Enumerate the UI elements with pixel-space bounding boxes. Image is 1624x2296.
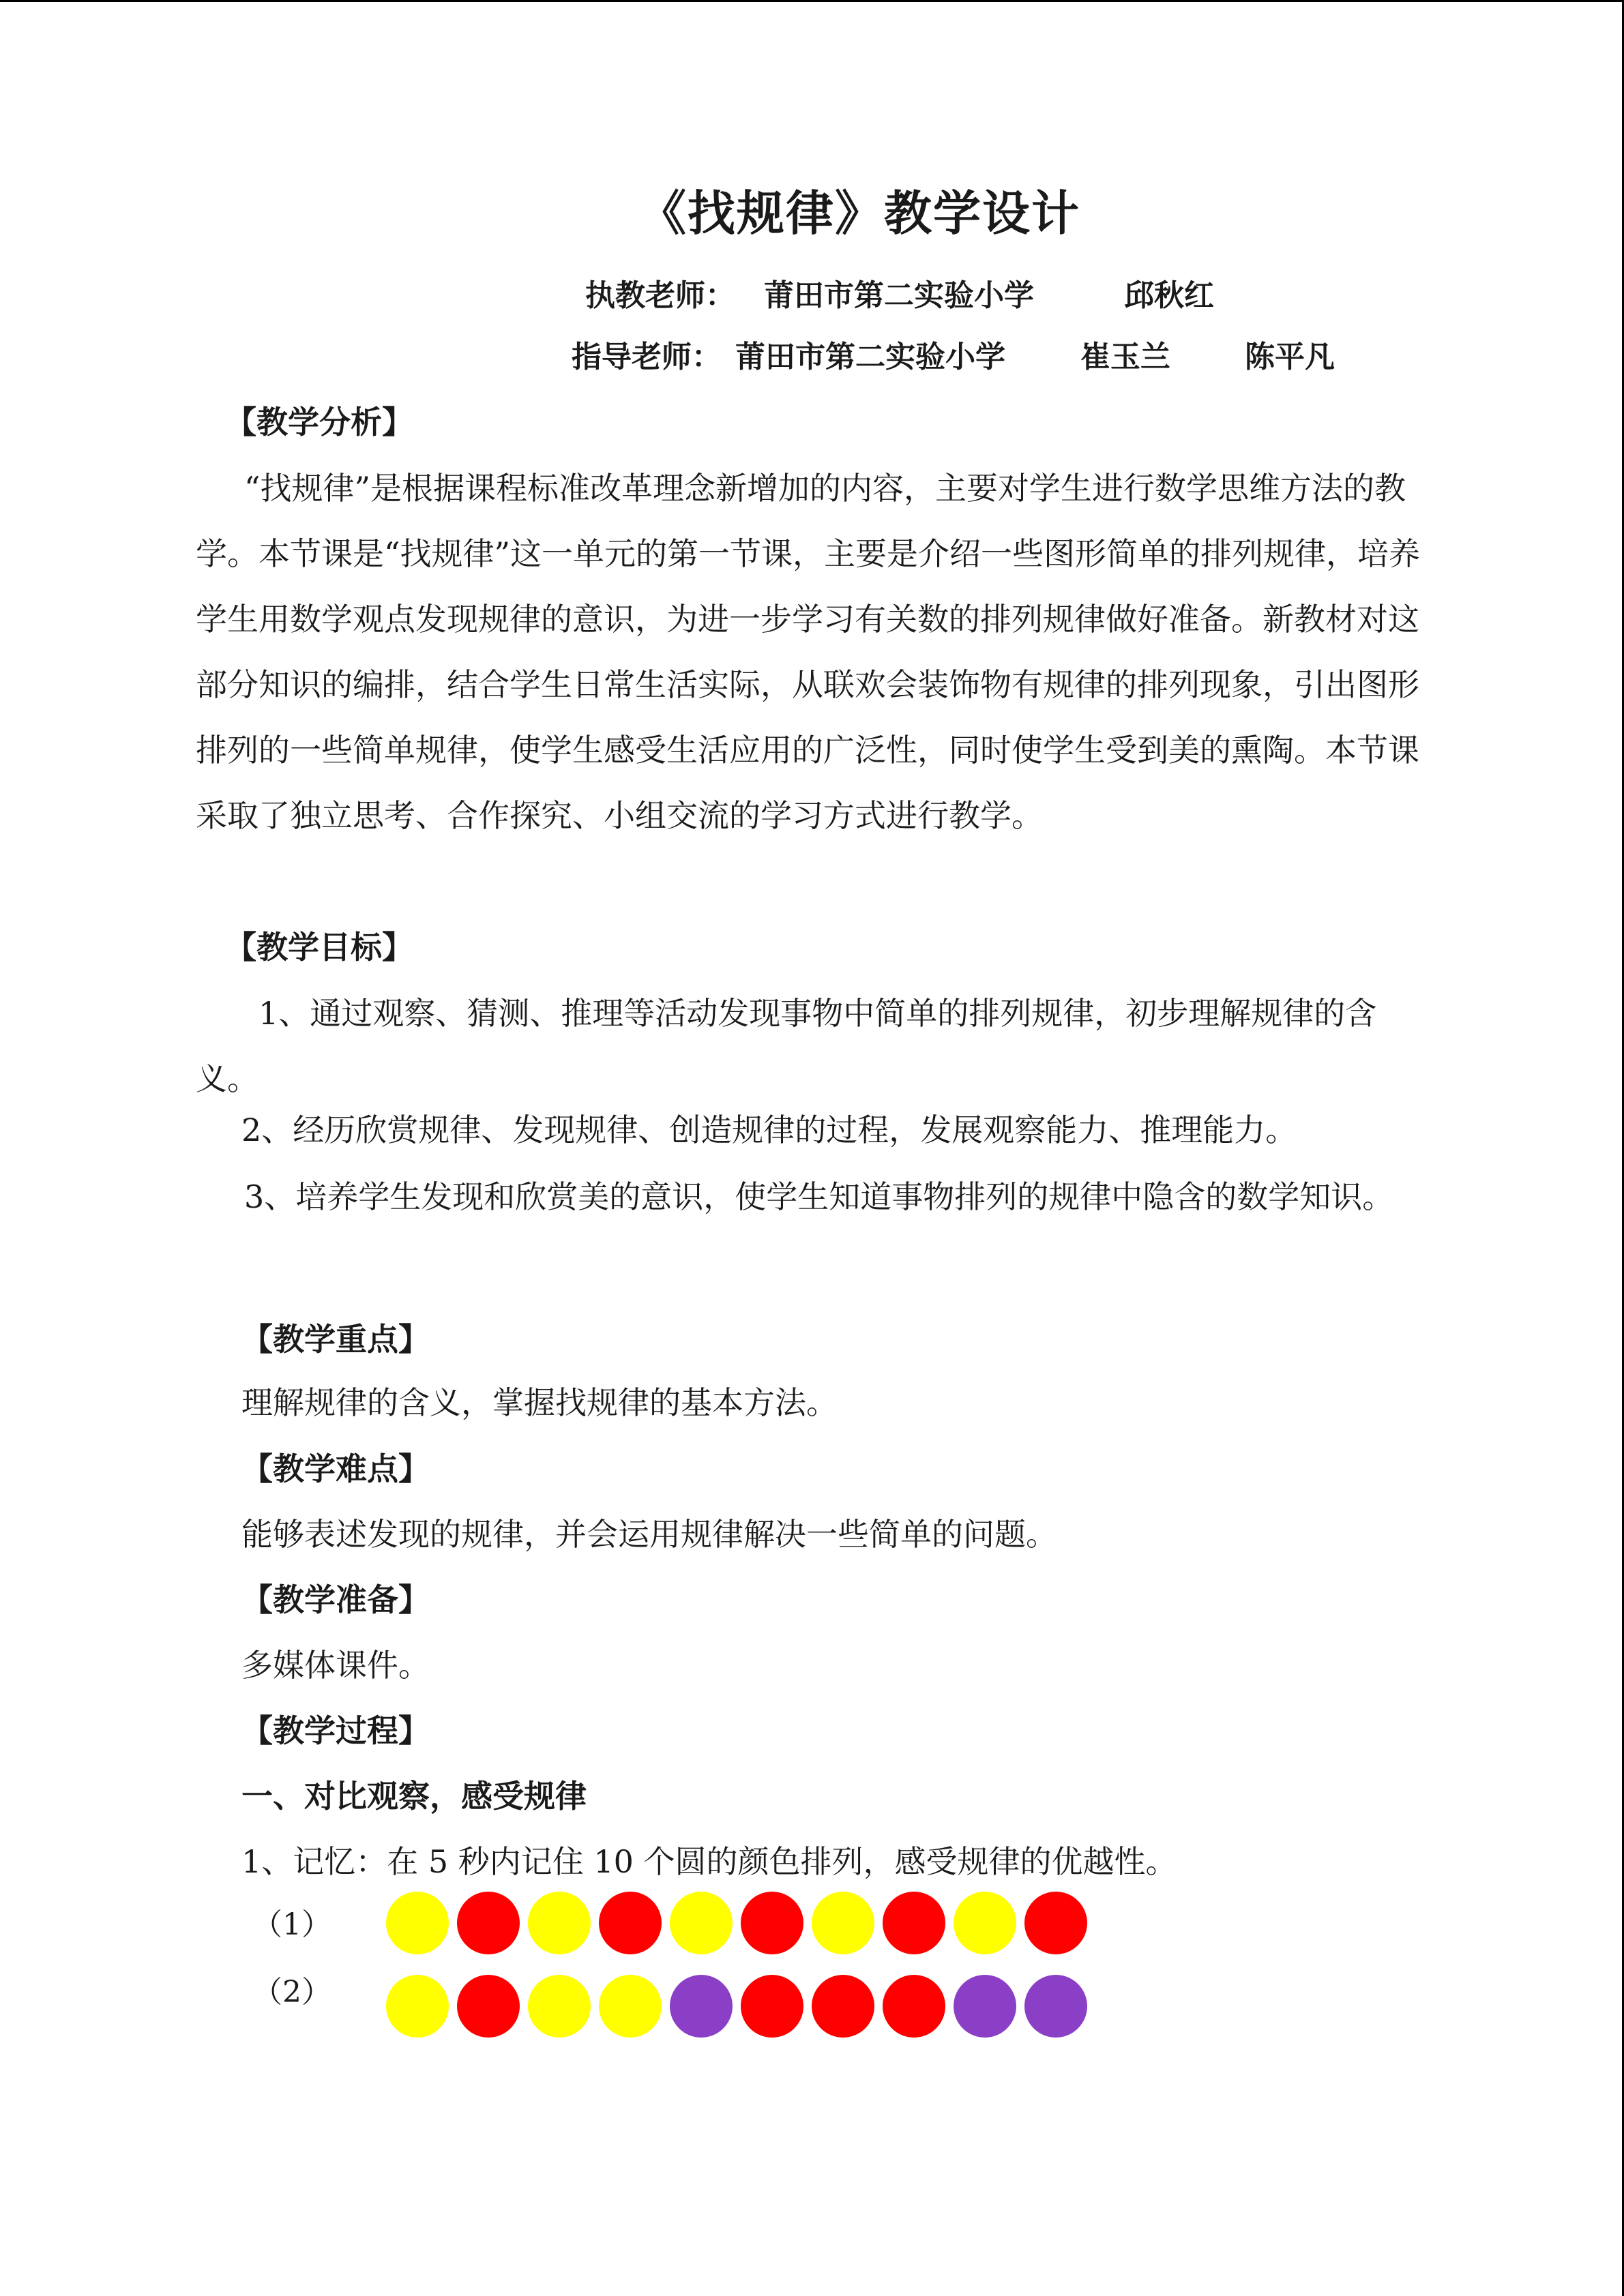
row-2-circle-10-purple [1024,1975,1087,2038]
analysis-heading: 【教学分析】 [225,404,413,441]
difficulty-heading: 【教学难点】 [241,1450,430,1487]
teacher-label: 执教老师： [585,278,735,313]
row-2-circle-9-purple [954,1975,1016,2038]
row-1-circle-6-red [741,1892,803,1954]
row-1-label: （1） [252,1907,331,1942]
row-2-circle-3-yellow [528,1975,591,2038]
advisor-school: 莆田市第二实验小学 [735,340,1005,374]
row-2-circle-4-yellow [599,1975,662,2038]
row-1-circle-2-red [457,1892,520,1954]
goal-1: 1、通过观察、猜测、推理等活动发现事物中简单的排列规律，初步理解规律的含义。 [196,995,1377,1097]
row-2-circle-7-red [812,1975,874,2038]
row-2-circle-8-red [883,1975,945,2038]
key-heading: 【教学重点】 [241,1321,430,1358]
row-1-circle-4-red [599,1892,662,1954]
advisor-label: 指导老师： [572,340,722,374]
prep-heading: 【教学准备】 [241,1581,430,1618]
analysis-paragraph: “找规律”是根据课程标准改革理念新增加的内容，主要对学生进行数学思维方法的教学。本节课是“找规律”这一单元的第一节课，主要是介绍一些图形简单的排列规律，培养学生用数学观点发现规律的意识，为进一步学习有关数的排列规律做好准备。新教材对这部分知识的编排，结合学生日常生活实际，从联欢会装饰物有规律的排列现象，引出图形排列的一些简单规律，使学生感受生活应用的广泛性，同时使学生受到美的熏陶。本节课采取了独立思考、合作探究、小组交流的学习方式进行教学。 [196,470,1421,834]
row-2-label: （2） [252,1975,331,2010]
difficulty-text: 能够表述发现的规律，并会运用规律解决一些简单的问题。 [241,1516,1057,1553]
row-2-circle-2-red [457,1975,520,2038]
row-1-circle-5-yellow [670,1892,733,1954]
goals-heading: 【教学目标】 [225,929,413,966]
row-1-circle-8-red [883,1892,945,1954]
row-1-circle-10-red [1024,1892,1087,1954]
goal-3: 3、培养学生发现和欣赏美的意识，使学生知道事物排列的规律中隐含的数学知识。 [244,1178,1394,1215]
teacher-name: 邱秋红 [1124,278,1214,313]
prep-text: 多媒体课件。 [241,1647,430,1684]
goal-2: 2、经历欣赏规律、发现规律、创造规律的过程，发展观察能力、推理能力。 [241,1112,1297,1148]
page-border-top [0,0,1624,2]
teacher-school: 莆田市第二实验小学 [764,278,1034,313]
document-title: 《找规律》教学设计 [638,185,1080,241]
key-text: 理解规律的含义，掌握找规律的基本方法。 [241,1384,838,1421]
row-2-circle-5-purple [670,1975,733,2038]
row-2-circle-1-yellow [386,1975,449,2038]
process-heading: 【教学过程】 [241,1712,430,1749]
advisor-name-2: 陈平凡 [1245,340,1335,374]
row-2-circle-6-red [741,1975,803,2038]
row-1-circle-1-yellow [386,1892,449,1954]
row-1-circle-7-yellow [812,1892,874,1954]
part1-heading: 一、对比观察，感受规律 [241,1778,587,1815]
advisor-name-1: 崔玉兰 [1080,340,1170,374]
memory-instruction: 1、记忆：在 5 秒内记住 10 个圆的颜色排列，感受规律的优越性。 [241,1843,1177,1880]
row-1-circle-3-yellow [528,1892,591,1954]
row-1-circle-9-yellow [954,1892,1016,1954]
